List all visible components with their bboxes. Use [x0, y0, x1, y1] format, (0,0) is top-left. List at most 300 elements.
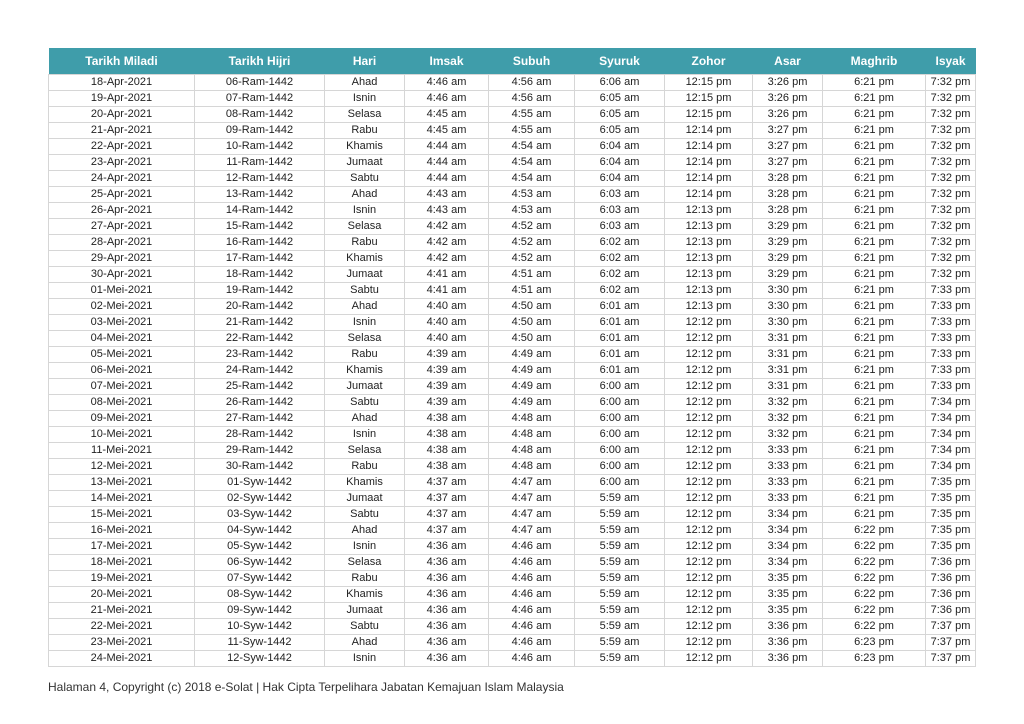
cell-tarikh-hijri: 15-Ram-1442: [195, 219, 325, 235]
cell-asar: 3:35 pm: [753, 587, 823, 603]
cell-syuruk: 6:00 am: [575, 379, 665, 395]
cell-tarikh-hijri: 08-Syw-1442: [195, 587, 325, 603]
cell-imsak: 4:36 am: [405, 619, 489, 635]
table-row: [49, 91, 976, 107]
cell-zohor: 12:14 pm: [665, 187, 753, 203]
cell-tarikh-hijri: 13-Ram-1442: [195, 187, 325, 203]
cell-zohor: 12:12 pm: [665, 475, 753, 491]
cell-tarikh-miladi: 10-Mei-2021: [49, 427, 195, 443]
cell-isyak: 7:36 pm: [926, 555, 976, 571]
cell-asar: 3:31 pm: [753, 379, 823, 395]
cell-syuruk: 6:05 am: [575, 123, 665, 139]
cell-maghrib: 6:22 pm: [823, 587, 926, 603]
table-row: [49, 187, 976, 203]
cell-imsak: 4:43 am: [405, 203, 489, 219]
cell-imsak: 4:42 am: [405, 219, 489, 235]
cell-subuh: 4:56 am: [489, 75, 575, 91]
cell-tarikh-miladi: 21-Apr-2021: [49, 123, 195, 139]
cell-tarikh-miladi: 27-Apr-2021: [49, 219, 195, 235]
header-row: [49, 48, 976, 75]
table-row: [49, 107, 976, 123]
table-row: [49, 443, 976, 459]
cell-asar: 3:34 pm: [753, 555, 823, 571]
page-footer: Halaman 4, Copyright (c) 2018 e-Solat | Hak Cipta Terpelihara Jabatan Kemajuan Islam Malaysia: [48, 680, 564, 694]
cell-hari: Isnin: [325, 203, 405, 219]
cell-hari: Sabtu: [325, 171, 405, 187]
cell-hari: Sabtu: [325, 507, 405, 523]
table-row: [49, 363, 976, 379]
cell-zohor: 12:13 pm: [665, 267, 753, 283]
cell-tarikh-miladi: 19-Apr-2021: [49, 91, 195, 107]
cell-tarikh-miladi: 02-Mei-2021: [49, 299, 195, 315]
table-row: [49, 427, 976, 443]
cell-syuruk: 6:05 am: [575, 107, 665, 123]
cell-asar: 3:27 pm: [753, 123, 823, 139]
cell-syuruk: 6:04 am: [575, 171, 665, 187]
cell-hari: Isnin: [325, 651, 405, 667]
cell-tarikh-miladi: 21-Mei-2021: [49, 603, 195, 619]
column-header-tarikh-hijri: Tarikh Hijri: [195, 48, 325, 75]
cell-syuruk: 6:01 am: [575, 299, 665, 315]
cell-hari: Sabtu: [325, 283, 405, 299]
cell-hari: Selasa: [325, 107, 405, 123]
cell-asar: 3:29 pm: [753, 267, 823, 283]
cell-asar: 3:35 pm: [753, 603, 823, 619]
cell-tarikh-miladi: 12-Mei-2021: [49, 459, 195, 475]
cell-syuruk: 5:59 am: [575, 539, 665, 555]
cell-asar: 3:31 pm: [753, 331, 823, 347]
cell-tarikh-miladi: 25-Apr-2021: [49, 187, 195, 203]
cell-subuh: 4:53 am: [489, 203, 575, 219]
cell-isyak: 7:32 pm: [926, 219, 976, 235]
cell-zohor: 12:12 pm: [665, 347, 753, 363]
cell-zohor: 12:13 pm: [665, 299, 753, 315]
cell-subuh: 4:52 am: [489, 251, 575, 267]
cell-isyak: 7:35 pm: [926, 491, 976, 507]
cell-syuruk: 6:03 am: [575, 203, 665, 219]
cell-isyak: 7:33 pm: [926, 299, 976, 315]
cell-hari: Selasa: [325, 219, 405, 235]
prayer-times-table: [48, 48, 976, 667]
cell-maghrib: 6:22 pm: [823, 571, 926, 587]
cell-isyak: 7:32 pm: [926, 251, 976, 267]
cell-tarikh-miladi: 22-Mei-2021: [49, 619, 195, 635]
cell-hari: Rabu: [325, 571, 405, 587]
cell-imsak: 4:37 am: [405, 507, 489, 523]
cell-tarikh-miladi: 16-Mei-2021: [49, 523, 195, 539]
cell-hari: Khamis: [325, 251, 405, 267]
cell-tarikh-hijri: 10-Ram-1442: [195, 139, 325, 155]
column-header-isyak: Isyak: [926, 48, 976, 75]
cell-tarikh-miladi: 19-Mei-2021: [49, 571, 195, 587]
cell-tarikh-hijri: 06-Ram-1442: [195, 75, 325, 91]
cell-maghrib: 6:21 pm: [823, 331, 926, 347]
cell-syuruk: 6:00 am: [575, 443, 665, 459]
cell-syuruk: 5:59 am: [575, 507, 665, 523]
cell-tarikh-miladi: 13-Mei-2021: [49, 475, 195, 491]
cell-isyak: 7:32 pm: [926, 107, 976, 123]
cell-subuh: 4:47 am: [489, 523, 575, 539]
cell-tarikh-hijri: 23-Ram-1442: [195, 347, 325, 363]
cell-maghrib: 6:21 pm: [823, 411, 926, 427]
table-row: [49, 539, 976, 555]
cell-subuh: 4:46 am: [489, 539, 575, 555]
cell-subuh: 4:49 am: [489, 363, 575, 379]
cell-subuh: 4:50 am: [489, 315, 575, 331]
cell-isyak: 7:35 pm: [926, 475, 976, 491]
cell-tarikh-hijri: 11-Syw-1442: [195, 635, 325, 651]
cell-imsak: 4:37 am: [405, 491, 489, 507]
cell-hari: Jumaat: [325, 379, 405, 395]
cell-hari: Jumaat: [325, 603, 405, 619]
table-row: [49, 619, 976, 635]
cell-tarikh-miladi: 26-Apr-2021: [49, 203, 195, 219]
cell-imsak: 4:40 am: [405, 299, 489, 315]
cell-tarikh-hijri: 02-Syw-1442: [195, 491, 325, 507]
column-header-subuh: Subuh: [489, 48, 575, 75]
table-row: [49, 235, 976, 251]
cell-asar: 3:33 pm: [753, 475, 823, 491]
table-row: [49, 171, 976, 187]
cell-maghrib: 6:23 pm: [823, 651, 926, 667]
cell-zohor: 12:12 pm: [665, 491, 753, 507]
table-row: [49, 379, 976, 395]
cell-tarikh-hijri: 06-Syw-1442: [195, 555, 325, 571]
cell-maghrib: 6:21 pm: [823, 379, 926, 395]
cell-asar: 3:28 pm: [753, 187, 823, 203]
cell-asar: 3:36 pm: [753, 651, 823, 667]
cell-syuruk: 6:03 am: [575, 219, 665, 235]
table-row: [49, 331, 976, 347]
cell-asar: 3:32 pm: [753, 411, 823, 427]
cell-zohor: 12:14 pm: [665, 171, 753, 187]
cell-syuruk: 5:59 am: [575, 571, 665, 587]
cell-hari: Selasa: [325, 331, 405, 347]
cell-isyak: 7:36 pm: [926, 603, 976, 619]
cell-subuh: 4:47 am: [489, 507, 575, 523]
cell-syuruk: 6:05 am: [575, 91, 665, 107]
cell-isyak: 7:32 pm: [926, 155, 976, 171]
cell-maghrib: 6:22 pm: [823, 619, 926, 635]
cell-subuh: 4:54 am: [489, 155, 575, 171]
cell-isyak: 7:32 pm: [926, 75, 976, 91]
cell-hari: Ahad: [325, 523, 405, 539]
cell-hari: Ahad: [325, 635, 405, 651]
column-header-imsak: Imsak: [405, 48, 489, 75]
table-row: [49, 491, 976, 507]
cell-tarikh-miladi: 23-Mei-2021: [49, 635, 195, 651]
cell-imsak: 4:46 am: [405, 75, 489, 91]
cell-syuruk: 6:04 am: [575, 155, 665, 171]
cell-asar: 3:33 pm: [753, 491, 823, 507]
cell-isyak: 7:37 pm: [926, 651, 976, 667]
cell-asar: 3:29 pm: [753, 235, 823, 251]
cell-maghrib: 6:22 pm: [823, 523, 926, 539]
column-header-asar: Asar: [753, 48, 823, 75]
cell-asar: 3:29 pm: [753, 219, 823, 235]
table-row: [49, 139, 976, 155]
cell-hari: Sabtu: [325, 395, 405, 411]
cell-imsak: 4:44 am: [405, 155, 489, 171]
cell-zohor: 12:13 pm: [665, 219, 753, 235]
cell-asar: 3:36 pm: [753, 619, 823, 635]
cell-zohor: 12:12 pm: [665, 315, 753, 331]
cell-zohor: 12:12 pm: [665, 443, 753, 459]
table-row: [49, 523, 976, 539]
cell-tarikh-hijri: 16-Ram-1442: [195, 235, 325, 251]
cell-subuh: 4:51 am: [489, 283, 575, 299]
cell-imsak: 4:45 am: [405, 107, 489, 123]
cell-isyak: 7:32 pm: [926, 91, 976, 107]
cell-maghrib: 6:21 pm: [823, 187, 926, 203]
table-row: [49, 459, 976, 475]
table-row: [49, 75, 976, 91]
cell-zohor: 12:12 pm: [665, 363, 753, 379]
cell-tarikh-miladi: 09-Mei-2021: [49, 411, 195, 427]
cell-tarikh-miladi: 22-Apr-2021: [49, 139, 195, 155]
table-row: [49, 267, 976, 283]
cell-isyak: 7:35 pm: [926, 523, 976, 539]
cell-tarikh-miladi: 17-Mei-2021: [49, 539, 195, 555]
cell-zohor: 12:14 pm: [665, 139, 753, 155]
cell-tarikh-hijri: 11-Ram-1442: [195, 155, 325, 171]
cell-subuh: 4:51 am: [489, 267, 575, 283]
cell-hari: Khamis: [325, 475, 405, 491]
cell-zohor: 12:14 pm: [665, 155, 753, 171]
table-row: [49, 571, 976, 587]
table-row: [49, 155, 976, 171]
cell-tarikh-hijri: 22-Ram-1442: [195, 331, 325, 347]
cell-imsak: 4:41 am: [405, 267, 489, 283]
table-row: [49, 283, 976, 299]
cell-subuh: 4:48 am: [489, 443, 575, 459]
cell-maghrib: 6:21 pm: [823, 251, 926, 267]
cell-tarikh-hijri: 20-Ram-1442: [195, 299, 325, 315]
cell-imsak: 4:36 am: [405, 635, 489, 651]
cell-maghrib: 6:21 pm: [823, 219, 926, 235]
cell-asar: 3:27 pm: [753, 155, 823, 171]
cell-asar: 3:32 pm: [753, 427, 823, 443]
cell-asar: 3:34 pm: [753, 507, 823, 523]
cell-maghrib: 6:21 pm: [823, 491, 926, 507]
cell-syuruk: 5:59 am: [575, 635, 665, 651]
cell-maghrib: 6:21 pm: [823, 315, 926, 331]
cell-imsak: 4:38 am: [405, 411, 489, 427]
cell-imsak: 4:39 am: [405, 379, 489, 395]
cell-maghrib: 6:21 pm: [823, 507, 926, 523]
cell-maghrib: 6:21 pm: [823, 123, 926, 139]
cell-tarikh-miladi: 18-Apr-2021: [49, 75, 195, 91]
cell-zohor: 12:12 pm: [665, 555, 753, 571]
cell-asar: 3:32 pm: [753, 395, 823, 411]
cell-tarikh-miladi: 20-Apr-2021: [49, 107, 195, 123]
cell-tarikh-hijri: 21-Ram-1442: [195, 315, 325, 331]
cell-asar: 3:30 pm: [753, 283, 823, 299]
cell-hari: Rabu: [325, 459, 405, 475]
cell-imsak: 4:39 am: [405, 363, 489, 379]
cell-maghrib: 6:21 pm: [823, 139, 926, 155]
cell-tarikh-hijri: 14-Ram-1442: [195, 203, 325, 219]
cell-hari: Rabu: [325, 123, 405, 139]
cell-isyak: 7:34 pm: [926, 443, 976, 459]
cell-syuruk: 6:02 am: [575, 267, 665, 283]
cell-hari: Ahad: [325, 75, 405, 91]
cell-subuh: 4:47 am: [489, 475, 575, 491]
column-header-maghrib: Maghrib: [823, 48, 926, 75]
cell-syuruk: 6:02 am: [575, 251, 665, 267]
cell-hari: Selasa: [325, 555, 405, 571]
table-row: [49, 347, 976, 363]
table-row: [49, 299, 976, 315]
cell-tarikh-miladi: 15-Mei-2021: [49, 507, 195, 523]
cell-asar: 3:26 pm: [753, 91, 823, 107]
column-header-syuruk: Syuruk: [575, 48, 665, 75]
cell-zohor: 12:12 pm: [665, 651, 753, 667]
cell-subuh: 4:54 am: [489, 171, 575, 187]
cell-subuh: 4:46 am: [489, 651, 575, 667]
cell-zohor: 12:15 pm: [665, 91, 753, 107]
cell-tarikh-hijri: 26-Ram-1442: [195, 395, 325, 411]
cell-syuruk: 6:00 am: [575, 427, 665, 443]
cell-tarikh-hijri: 03-Syw-1442: [195, 507, 325, 523]
cell-maghrib: 6:21 pm: [823, 235, 926, 251]
cell-subuh: 4:47 am: [489, 491, 575, 507]
cell-asar: 3:36 pm: [753, 635, 823, 651]
table-row: [49, 603, 976, 619]
cell-syuruk: 5:59 am: [575, 651, 665, 667]
cell-imsak: 4:46 am: [405, 91, 489, 107]
cell-tarikh-miladi: 05-Mei-2021: [49, 347, 195, 363]
cell-subuh: 4:46 am: [489, 587, 575, 603]
cell-tarikh-hijri: 10-Syw-1442: [195, 619, 325, 635]
cell-syuruk: 5:59 am: [575, 555, 665, 571]
cell-syuruk: 5:59 am: [575, 491, 665, 507]
cell-asar: 3:27 pm: [753, 139, 823, 155]
table-row: [49, 251, 976, 267]
cell-asar: 3:31 pm: [753, 347, 823, 363]
cell-isyak: 7:33 pm: [926, 363, 976, 379]
cell-tarikh-miladi: 24-Apr-2021: [49, 171, 195, 187]
cell-tarikh-hijri: 09-Ram-1442: [195, 123, 325, 139]
cell-asar: 3:28 pm: [753, 171, 823, 187]
cell-tarikh-hijri: 07-Ram-1442: [195, 91, 325, 107]
cell-subuh: 4:56 am: [489, 91, 575, 107]
cell-hari: Khamis: [325, 587, 405, 603]
cell-zohor: 12:12 pm: [665, 635, 753, 651]
cell-isyak: 7:34 pm: [926, 411, 976, 427]
cell-zohor: 12:13 pm: [665, 251, 753, 267]
cell-imsak: 4:39 am: [405, 347, 489, 363]
cell-tarikh-hijri: 04-Syw-1442: [195, 523, 325, 539]
cell-tarikh-miladi: 30-Apr-2021: [49, 267, 195, 283]
cell-tarikh-miladi: 18-Mei-2021: [49, 555, 195, 571]
cell-tarikh-hijri: 01-Syw-1442: [195, 475, 325, 491]
cell-zohor: 12:12 pm: [665, 395, 753, 411]
cell-tarikh-hijri: 25-Ram-1442: [195, 379, 325, 395]
cell-asar: 3:29 pm: [753, 251, 823, 267]
table-row: [49, 203, 976, 219]
cell-imsak: 4:36 am: [405, 587, 489, 603]
cell-maghrib: 6:21 pm: [823, 443, 926, 459]
cell-syuruk: 6:00 am: [575, 459, 665, 475]
cell-maghrib: 6:21 pm: [823, 171, 926, 187]
cell-zohor: 12:12 pm: [665, 379, 753, 395]
column-header-tarikh-miladi: Tarikh Miladi: [49, 48, 195, 75]
cell-tarikh-hijri: 08-Ram-1442: [195, 107, 325, 123]
cell-isyak: 7:32 pm: [926, 187, 976, 203]
cell-zohor: 12:15 pm: [665, 75, 753, 91]
cell-tarikh-hijri: 07-Syw-1442: [195, 571, 325, 587]
cell-zohor: 12:12 pm: [665, 523, 753, 539]
cell-asar: 3:30 pm: [753, 299, 823, 315]
cell-maghrib: 6:21 pm: [823, 347, 926, 363]
cell-syuruk: 6:00 am: [575, 411, 665, 427]
cell-syuruk: 6:01 am: [575, 331, 665, 347]
cell-subuh: 4:49 am: [489, 395, 575, 411]
cell-syuruk: 5:59 am: [575, 523, 665, 539]
cell-imsak: 4:45 am: [405, 123, 489, 139]
cell-asar: 3:35 pm: [753, 571, 823, 587]
cell-hari: Ahad: [325, 299, 405, 315]
cell-isyak: 7:34 pm: [926, 427, 976, 443]
cell-isyak: 7:32 pm: [926, 171, 976, 187]
cell-syuruk: 6:01 am: [575, 363, 665, 379]
table-row: [49, 123, 976, 139]
cell-subuh: 4:50 am: [489, 299, 575, 315]
cell-syuruk: 6:00 am: [575, 395, 665, 411]
cell-hari: Sabtu: [325, 619, 405, 635]
table-row: [49, 475, 976, 491]
cell-imsak: 4:36 am: [405, 539, 489, 555]
cell-asar: 3:31 pm: [753, 363, 823, 379]
cell-subuh: 4:52 am: [489, 235, 575, 251]
cell-asar: 3:30 pm: [753, 315, 823, 331]
cell-subuh: 4:55 am: [489, 123, 575, 139]
cell-zohor: 12:13 pm: [665, 235, 753, 251]
table-row: [49, 555, 976, 571]
cell-zohor: 12:12 pm: [665, 539, 753, 555]
cell-tarikh-miladi: 28-Apr-2021: [49, 235, 195, 251]
column-header-zohor: Zohor: [665, 48, 753, 75]
cell-tarikh-hijri: 09-Syw-1442: [195, 603, 325, 619]
cell-isyak: 7:33 pm: [926, 379, 976, 395]
cell-syuruk: 5:59 am: [575, 603, 665, 619]
cell-tarikh-miladi: 11-Mei-2021: [49, 443, 195, 459]
cell-tarikh-hijri: 12-Ram-1442: [195, 171, 325, 187]
cell-imsak: 4:37 am: [405, 475, 489, 491]
cell-imsak: 4:41 am: [405, 283, 489, 299]
cell-tarikh-miladi: 23-Apr-2021: [49, 155, 195, 171]
cell-asar: 3:28 pm: [753, 203, 823, 219]
cell-tarikh-hijri: 05-Syw-1442: [195, 539, 325, 555]
cell-isyak: 7:33 pm: [926, 331, 976, 347]
cell-zohor: 12:12 pm: [665, 619, 753, 635]
cell-imsak: 4:37 am: [405, 523, 489, 539]
cell-imsak: 4:36 am: [405, 603, 489, 619]
cell-subuh: 4:53 am: [489, 187, 575, 203]
cell-hari: Khamis: [325, 139, 405, 155]
cell-tarikh-hijri: 17-Ram-1442: [195, 251, 325, 267]
cell-asar: 3:34 pm: [753, 523, 823, 539]
cell-hari: Isnin: [325, 539, 405, 555]
cell-maghrib: 6:22 pm: [823, 603, 926, 619]
cell-syuruk: 6:03 am: [575, 187, 665, 203]
cell-zohor: 12:12 pm: [665, 603, 753, 619]
cell-hari: Rabu: [325, 235, 405, 251]
cell-zohor: 12:12 pm: [665, 587, 753, 603]
cell-tarikh-miladi: 29-Apr-2021: [49, 251, 195, 267]
cell-tarikh-hijri: 18-Ram-1442: [195, 267, 325, 283]
